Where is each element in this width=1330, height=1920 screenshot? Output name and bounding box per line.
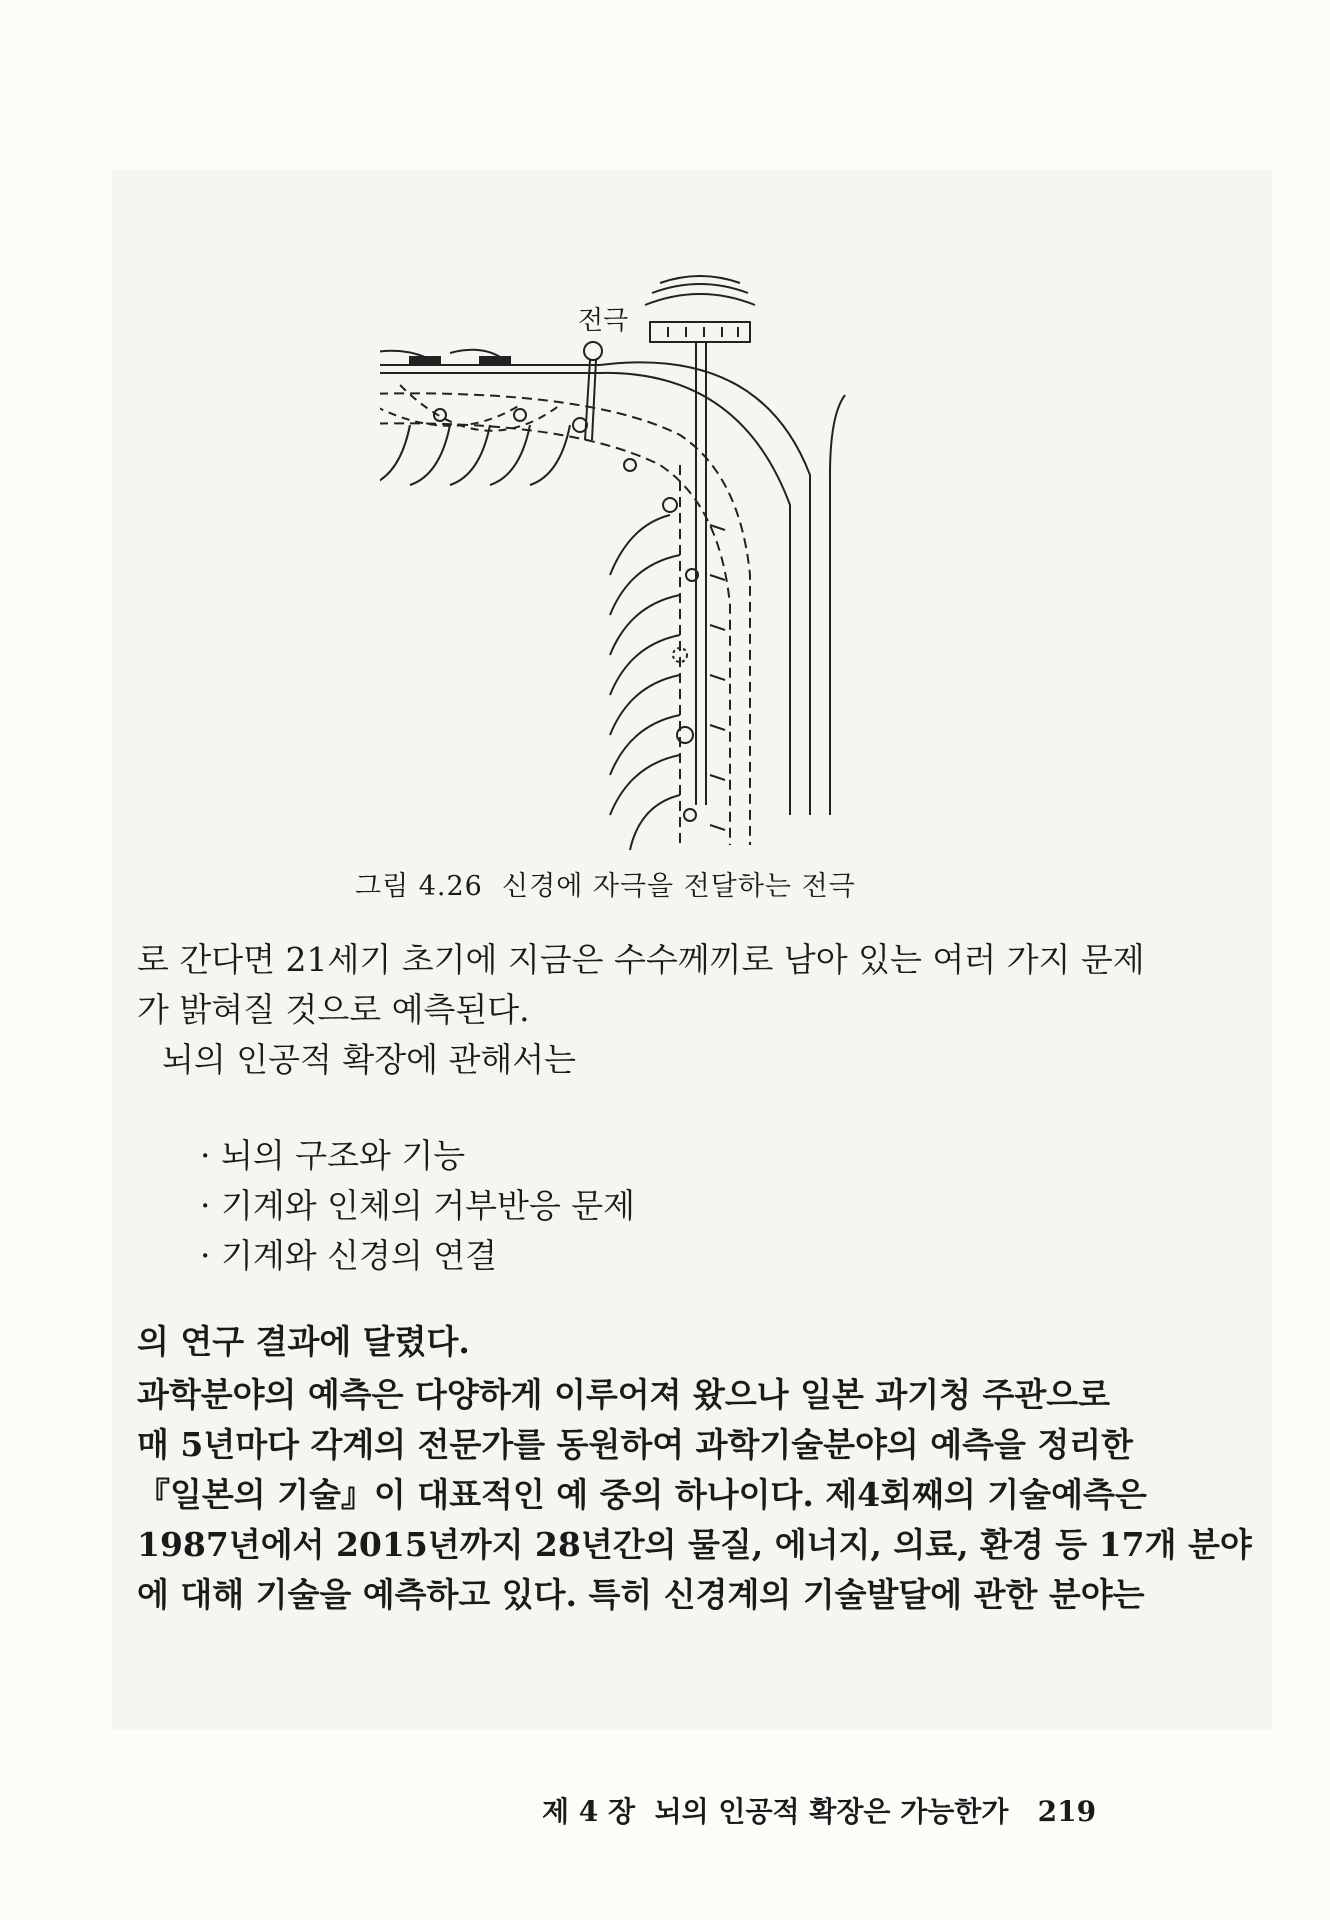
topic-list [200,1131,635,1281]
body-line: 에 대해 기술을 예측하고 있다. 특히 신경계의 기술발달에 관한 분야는 [137,1575,1145,1614]
body-line: 가 밝혀질 것으로 예측된다. [137,990,530,1029]
running-footer: 제 4 장 뇌의 인공적 확장은 가능한가 219 [542,1795,1097,1828]
list-item: · 뇌의 구조와 기능 [200,1136,466,1175]
body-paragraph [137,1370,1252,1620]
figure-caption: 그림 4.26 신경에 자극을 전달하는 전극 [355,871,856,902]
list-item: · 기계와 인체의 거부반응 문제 [200,1186,635,1225]
body-line: 의 연구 결과에 달렸다. [137,1322,470,1361]
electrode-label: 전극 [578,306,629,336]
body-line: 로 간다면 21세기 초기에 지금은 수수께끼로 남아 있는 여러 가지 문제 [137,940,1145,979]
nerve-electrode-diagram [380,275,900,855]
list-item: · 기계와 신경의 연결 [200,1236,497,1275]
body-line: 『일본의 기술』이 대표적인 예 중의 하나이다. 제4회째의 기술예측은 [137,1475,1147,1514]
nerve-electrode-figure [380,275,900,855]
body-line: 매 5년마다 각계의 전문가를 동원하여 과학기술분야의 예측을 정리한 [137,1425,1133,1464]
body-line: 뇌의 인공적 확장에 관해서는 [162,1040,577,1079]
body-line: 과학분야의 예측은 다양하게 이루어져 왔으나 일본 과기청 주관으로 [137,1375,1111,1414]
body-line: 1987년에서 2015년까지 28년간의 물질, 에너지, 의료, 환경 등 17개 분야 [137,1525,1252,1564]
